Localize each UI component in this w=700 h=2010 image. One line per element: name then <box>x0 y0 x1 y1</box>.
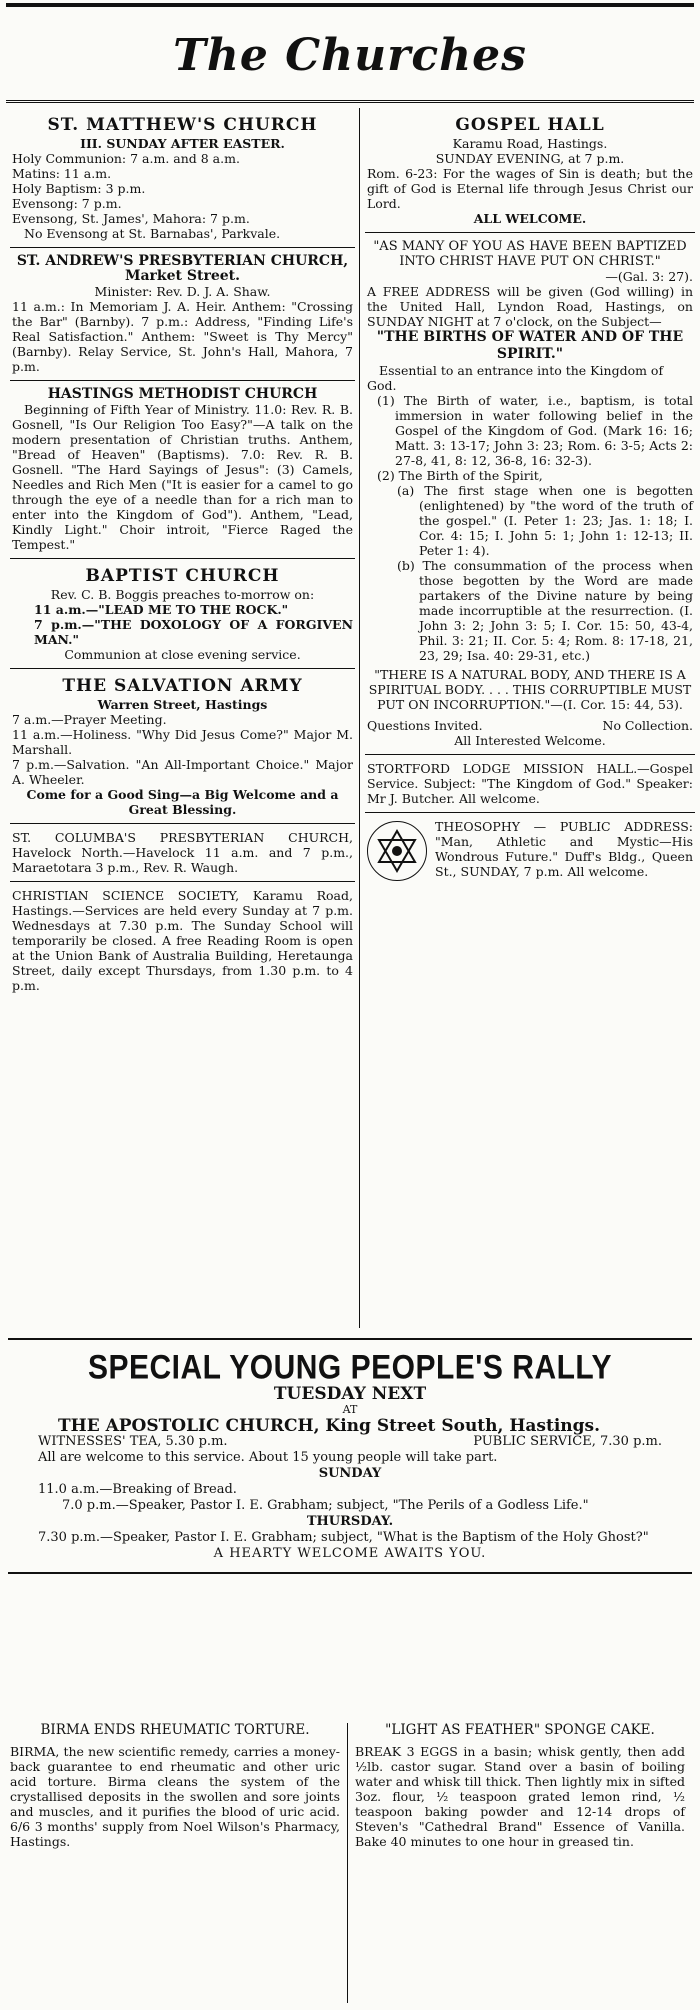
rally-notice <box>8 1338 692 1574</box>
rally-welcome: All are welcome to this service. About 15 young people will take part. <box>38 1450 498 1465</box>
st-matthews-line: Matins: 11 a.m. <box>12 166 112 181</box>
right-column <box>365 108 695 889</box>
free-address-quote: "AS MANY OF YOU AS HAVE BEEN BAPTIZED INTO CHRIST HAVE PUT ON CHRIST." <box>373 239 687 269</box>
christian-science-notice <box>10 882 355 999</box>
gospel-hall-notice <box>365 108 695 233</box>
rally-thursday: THURSDAY. <box>306 1514 394 1529</box>
stortford-notice <box>365 755 695 813</box>
masthead-title: The Churches <box>173 30 527 81</box>
salvation-army-line: 7 p.m.—Salvation. "An All-Important Choice." Major A. Wheeler. <box>12 757 353 787</box>
sponge-title: "LIGHT AS FEATHER" SPONGE CAKE. <box>385 1722 655 1738</box>
rally-sunday-line: 7.0 p.m.—Speaker, Pastor I. E. Grabham; subject, "The Perils of a Godless Life." <box>62 1498 589 1513</box>
birma-title: BIRMA ENDS RHEUMATIC TORTURE. <box>40 1722 310 1738</box>
rally-times <box>38 1434 662 1450</box>
baptist-pm: 7 p.m.—"THE DOXOLOGY OF A FORGIVEN MAN." <box>34 617 353 647</box>
theosophy-notice <box>365 813 695 889</box>
st-columbas-body: ST. COLUMBA'S PRESBYTERIAN CHURCH, Havelock North.—Havelock 11 a.m. and 7 p.m., Maraetotara 3 p.m., Rev. R. Waugh. <box>12 830 353 875</box>
gospel-hall-time: SUNDAY EVENING, at 7 p.m. <box>435 151 625 166</box>
hastings-methodist-body: Beginning of Fifth Year of Ministry. 11.0: Rev. R. B. Gosnell, "Is Our Religion Too Easy?"—A talk on the modern presentation of Christian truths. Anthem, "Bread of Heaven" (Baptisms). 7.0: Rev. R. B. Gosnell. "The Hard Sayings of Jesus": (3) Camels, Needles and Rich Men ("It is easier for a camel to go through the eye of a needle than for a rich man to enter into the Kingdom of God"). Anthem, "Lead, Kindly Light." Choir introit, "Fierce Raged the Tempest." <box>12 402 353 552</box>
free-address-essential: Essential to an entrance into the Kingdom of God. <box>367 363 664 393</box>
free-address-footer <box>367 718 693 733</box>
baptist-communion: Communion at close evening service. <box>64 647 301 662</box>
free-address-collection: No Collection. <box>602 718 693 733</box>
hastings-methodist-notice <box>10 381 355 559</box>
gospel-hall-location: Karamu Road, Hastings. <box>452 136 608 151</box>
rally-public: PUBLIC SERVICE, 7.30 p.m. <box>473 1434 662 1449</box>
st-matthews-line: Evensong: 7 p.m. <box>12 196 122 211</box>
st-matthews-line: No Evensong at St. Barnabas', Parkvale. <box>24 226 281 241</box>
free-address-subpoint: (a) The first stage when one is begotten (enlightened) by "the word of the truth of the gospel." (I. Peter 1: 23; Jas. 1: 18; I. Cor. 4: 15; I. John 5: 1; John 1: 12-13; II. Peter 1: 4). <box>397 483 693 558</box>
column-divider <box>359 108 360 1328</box>
st-andrews-minister: Minister: Rev. D. J. A. Shaw. <box>94 284 271 299</box>
birma-ad <box>10 1723 340 1849</box>
gospel-hall-welcome: ALL WELCOME. <box>473 211 587 226</box>
gospel-hall-verse: Rom. 6-23: For the wages of Sin is death; but the gift of God is Eternal life through Jesus Christ our Lord. <box>367 166 693 211</box>
baptist-title: BAPTIST CHURCH <box>85 566 280 586</box>
sponge-body: BREAK 3 EGGS in a basin; whisk gently, then add ½lb. castor sugar. Stand over a basin of boiling water and whisk till thick. Then lightly mix in sifted 3oz. flour, ½ teaspoon grated lemon rind, ½ teaspoon baking powder and 12-14 drops of Steven's "Cathedral Brand" Essence of Vanilla. Bake 40 minutes to one hour in greased tin. <box>355 1744 685 1849</box>
free-address-interested: All Interested Welcome. <box>454 733 606 748</box>
bottom-divider <box>347 1723 348 2003</box>
salvation-army-line: 7 a.m.—Prayer Meeting. <box>12 712 167 727</box>
free-address-questions: Questions Invited. <box>367 718 483 733</box>
free-address-point: (1) The Birth of water, i.e., baptism, is total immersion in water following belief in the Gospel of the Kingdom of God. (Mark 16: 16; Matt. 3: 13-17; John 3: 23; Rom. 6: 3-5; Acts 2: 27-8, 41, 8: 12, 36-8, 16: 32-3). <box>377 393 693 468</box>
rally-when: TUESDAY NEXT <box>273 1384 427 1404</box>
gospel-hall-title: GOSPEL HALL <box>455 115 605 135</box>
st-matthews-line: Holy Baptism: 3 p.m. <box>12 181 146 196</box>
st-matthews-line: Holy Communion: 7 a.m. and 8 a.m. <box>12 151 240 166</box>
free-address-quote-ref: —(Gal. 3: 27). <box>605 269 693 284</box>
baptist-notice <box>10 559 355 669</box>
free-address-subpoint: (b) The consummation of the process when those begotten by the Word are made partakers of the Divine nature by being made incorruptible at the resurrection. (I. John 3: 2; John 3: 5; I. Cor. 15: 50, 43-4, Phil. 3: 21; II. Cor. 5: 4; Rom. 8: 17-18, 21, 23, 29; Isa. 40: 29-31, etc.) <box>397 558 693 663</box>
stortford-body: STORTFORD LODGE MISSION HALL.—Gospel Service. Subject: "The Kingdom of God." Speaker: Mr J. Butcher. All welcome. <box>367 761 693 806</box>
left-column <box>10 108 355 999</box>
rally-sunday-line: 11.0 a.m.—Breaking of Bread. <box>38 1482 237 1497</box>
rally-tea: WITNESSES' TEA, 5.30 p.m. <box>38 1434 228 1449</box>
st-matthews-notice <box>10 108 355 248</box>
st-matthews-subtitle: III. SUNDAY AFTER EASTER. <box>80 136 285 151</box>
rally-hearty: A HEARTY WELCOME AWAITS YOU. <box>213 1546 487 1561</box>
st-andrews-title: ST. ANDREW'S PRESBYTERIAN CHURCH, Market Street. <box>16 253 349 284</box>
top-rule <box>6 3 694 13</box>
salvation-army-closing: Come for a Good Sing—a Big Welcome and a Great Blessing. <box>26 787 339 817</box>
free-address-point: (2) The Birth of the Spirit, <box>377 468 543 483</box>
baptist-am: 11 a.m.—"LEAD ME TO THE ROCK." <box>34 602 289 617</box>
st-matthews-line: Evensong, St. James', Mahora: 7 p.m. <box>12 211 250 226</box>
rally-sunday: SUNDAY <box>318 1466 382 1481</box>
theosophy-body: THEOSOPHY — PUBLIC ADDRESS: "Man, Athletic and Mystic—His Wondrous Future." Duff's Bldg., Queen St., SUNDAY, 7 p.m. All welcome. <box>435 819 693 879</box>
st-andrews-notice <box>10 248 355 381</box>
christian-science-body: CHRISTIAN SCIENCE SOCIETY, Karamu Road, Hastings.—Services are held every Sunday at 7 p.m. Wednesdays at 7.30 p.m. The Sunday School will temporarily be closed. A free Reading Room is open at the Union Bank of Australia Building, Heretaunga Street, daily except Thursdays, from 1.30 p.m. to 4 p.m. <box>12 888 353 993</box>
st-andrews-body: 11 a.m.: In Memoriam J. A. Heir. Anthem: "Crossing the Bar" (Barnby). 7 p.m.: Address, "Finding Life's Real Satisfaction." Anthem: "Sweet is Thy Mercy" (Barnby). Relay Service, St. John's Hall, Mahora, 7 p.m. <box>12 299 353 374</box>
salvation-army-line: 11 a.m.—Holiness. "Why Did Jesus Come?" Major M. Marshall. <box>12 727 353 757</box>
rally-church: THE APOSTOLIC CHURCH, King Street South, Hastings. <box>58 1416 601 1436</box>
rally-thursday-line: 7.30 p.m.—Speaker, Pastor I. E. Grabham; subject, "What is the Baptism of the Holy Ghost?" <box>38 1530 649 1545</box>
sponge-cake-ad <box>355 1723 685 1849</box>
salvation-army-title: THE SALVATION ARMY <box>62 676 303 696</box>
salvation-army-notice <box>10 669 355 824</box>
free-address-intro: A FREE ADDRESS will be given (God willing) in the United Hall, Lyndon Road, Hastings, on SUNDAY NIGHT at 7 o'clock, on the Subject— <box>367 284 693 329</box>
st-columbas-notice <box>10 824 355 882</box>
star-emblem-icon <box>374 828 420 874</box>
rally-at: AT <box>342 1403 358 1416</box>
st-matthews-title: ST. MATTHEW'S CHURCH <box>47 115 318 135</box>
masthead-rule <box>6 100 694 107</box>
free-address-notice <box>365 233 695 755</box>
baptist-preacher: Rev. C. B. Boggis preaches to-morrow on: <box>50 587 315 602</box>
birma-body: BIRMA, the new scientific remedy, carries a money-back guarantee to end rheumatic and other uric acid torture. Birma cleans the system of the crystallised deposits in the swollen and sore joints and muscles, and it purifies the blood of uric acid. 6/6 3 months' supply from Noel Wilson's Pharmacy, Hastings. <box>10 1744 340 1849</box>
free-address-subject: "THE BIRTHS OF WATER AND OF THE SPIRIT." <box>376 329 684 362</box>
rally-title: SPECIAL YOUNG PEOPLE'S RALLY <box>87 1348 613 1387</box>
salvation-army-location: Warren Street, Hastings <box>97 697 268 712</box>
star-of-david-emblem <box>367 821 427 881</box>
free-address-closing-quote: "THERE IS A NATURAL BODY, AND THERE IS A SPIRITUAL BODY. . . . THIS CORRUPTIBLE MUST PUT ON INCORRUPTION."—(I. Cor. 15: 44, 53). <box>368 667 692 712</box>
hastings-methodist-title: HASTINGS METHODIST CHURCH <box>47 386 318 402</box>
